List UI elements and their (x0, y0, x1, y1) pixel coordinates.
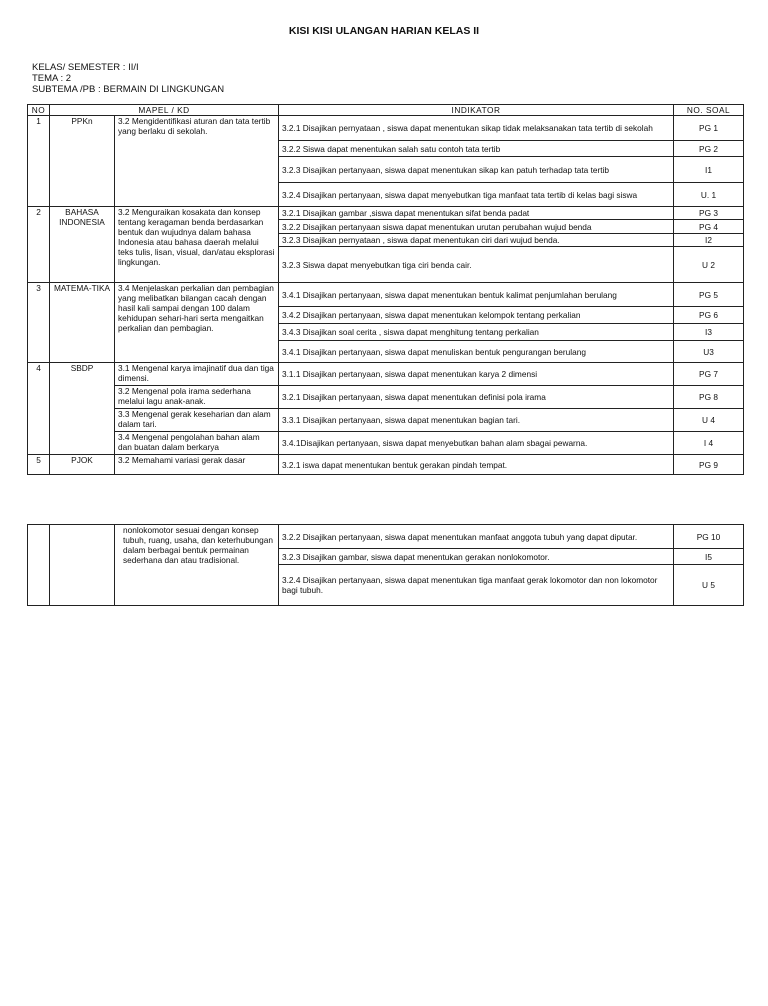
table-row (28, 207, 744, 220)
tema: TEMA : 2 (32, 73, 72, 84)
soal-cell: PG 9 (674, 455, 744, 475)
header-no: NO (28, 105, 50, 116)
kd-text: 3.4 Menjelaskan perkalian dan pembagian yang melibatkan bilangan cacah dengan hasil kali sampai dengan 100 dalam kehidupan sehari-hari serta mengaitkan perkalian dan pembagian. (115, 283, 279, 363)
subject-name: SBDP (50, 363, 115, 455)
indikator-cell: 3.2.2 Siswa dapat menentukan salah satu contoh tata tertib (279, 141, 674, 157)
subject-name: BAHASA INDONESIA (50, 207, 115, 283)
soal-cell: U 5 (674, 565, 744, 606)
table-row (28, 455, 744, 475)
header-soal: NO. SOAL (674, 105, 744, 116)
soal-cell: I1 (674, 157, 744, 183)
indikator-cell: 3.2.3 Disajikan pertanyaan, siswa dapat menentukan sikap kan patuh terhadap tata tertib (279, 157, 674, 183)
kd-text: 3.2 Menguraikan kosakata dan konsep tentang keragaman benda berdasarkan bentuk dan wujudnya dalam bahasa Indonesia atau bahasa daerah melalui teks tulis, lisan, visual, dan/atau eksplorasi lingkungan. (115, 207, 279, 283)
indikator-cell: 3.4.1Disajikan pertanyaan, siswa dapat menyebutkan bahan alam sbagai pewarna. (279, 432, 674, 455)
soal-cell: I2 (674, 234, 744, 247)
table-row (28, 525, 744, 549)
indikator-cell: 3.4.1 Disajikan pertanyaan, siswa dapat menentukan bentuk kalimat penjumlahan berulang (279, 283, 674, 307)
table-row (28, 116, 744, 141)
soal-cell: PG 6 (674, 307, 744, 324)
soal-cell: U3 (674, 341, 744, 363)
subject-name (50, 525, 115, 606)
indikator-cell: 3.2.2 Disajikan pertanyaan, siswa dapat menentukan manfaat anggota tubuh yang dapat diputar. (279, 525, 674, 549)
kd-text: 3.4 Mengenal pengolahan bahan alam dan buatan dalam berkarya (115, 432, 279, 455)
kd-text: 3.1 Mengenal karya imajinatif dua dan tiga dimensi. (115, 363, 279, 386)
row-number (28, 525, 50, 606)
soal-cell: U. 1 (674, 183, 744, 207)
row-number: 5 (28, 455, 50, 475)
indikator-cell: 3.2.3 Siswa dapat menyebutkan tiga ciri benda cair. (279, 247, 674, 283)
soal-cell: U 2 (674, 247, 744, 283)
soal-cell: PG 1 (674, 116, 744, 141)
soal-cell: U 4 (674, 409, 744, 432)
soal-cell: PG 8 (674, 386, 744, 409)
soal-cell: PG 2 (674, 141, 744, 157)
subject-name: PJOK (50, 455, 115, 475)
indikator-cell: 3.2.4 Disajikan pertanyaan, siswa dapat menyebutkan tiga manfaat tata tertib di kelas bagi siswa (279, 183, 674, 207)
soal-cell: PG 3 (674, 207, 744, 220)
table-row (28, 386, 744, 409)
kd-text: 3.2 Mengenal pola irama sederhana melalui lagu anak-anak. (115, 386, 279, 409)
page-title: KISI KISI ULANGAN HARIAN KELAS II (288, 25, 480, 37)
header-indikator: INDIKATOR (279, 105, 674, 116)
indikator-cell: 3.2.1 Disajikan gambar ,siswa dapat menentukan sifat benda padat (279, 207, 674, 220)
indikator-cell: 3.2.3 Disajikan gambar, siswa dapat menentukan gerakan nonlokomotor. (279, 549, 674, 565)
subject-name: PPKn (50, 116, 115, 207)
table-header-row (28, 105, 744, 116)
row-number: 4 (28, 363, 50, 455)
indikator-cell: 3.4.2 Disajikan pertanyaan, siswa dapat menentukan kelompok tentang perkalian (279, 307, 674, 324)
kd-text: 3.2 Mengidentifikasi aturan dan tata tertib yang berlaku di sekolah. (115, 116, 279, 207)
soal-cell: PG 5 (674, 283, 744, 307)
indikator-cell: 3.2.1 iswa dapat menentukan bentuk gerakan pindah tempat. (279, 455, 674, 475)
soal-cell: PG 7 (674, 363, 744, 386)
row-number: 1 (28, 116, 50, 207)
indikator-cell: 3.1.1 Disajikan pertanyaan, siswa dapat menentukan karya 2 dimensi (279, 363, 674, 386)
table-row (28, 283, 744, 307)
kd-text: nonlokomotor sesuai dengan konsep tubuh, ruang, usaha, dan keterhubungan dalam berbagai bentuk permainan sederhana dan atau tradisional. (115, 525, 279, 606)
soal-cell: PG 10 (674, 525, 744, 549)
table-row (28, 409, 744, 432)
kisi-table-continued (27, 524, 744, 606)
table-row (28, 363, 744, 386)
header-mapel: MAPEL / KD (50, 105, 279, 116)
row-number: 3 (28, 283, 50, 363)
indikator-cell: 3.2.3 Disajikan pernyataan , siswa dapat menentukan ciri dari wujud benda. (279, 234, 674, 247)
soal-cell: PG 4 (674, 220, 744, 234)
row-number: 2 (28, 207, 50, 283)
indikator-cell: 3.4.3 Disajikan soal cerita , siswa dapat menghitung tentang perkalian (279, 324, 674, 341)
kd-text: 3.2 Memahami variasi gerak dasar (115, 455, 279, 475)
soal-cell: I 4 (674, 432, 744, 455)
kisi-table (27, 104, 744, 475)
kelas-semester: KELAS/ SEMESTER : II/I (32, 62, 139, 73)
indikator-cell: 3.3.1 Disajikan pertanyaan, siswa dapat menentukan bagian tari. (279, 409, 674, 432)
indikator-cell: 3.4.1 Disajikan pertanyaan, siswa dapat menuliskan bentuk pengurangan berulang (279, 341, 674, 363)
soal-cell: I3 (674, 324, 744, 341)
soal-cell: I5 (674, 549, 744, 565)
subtema: SUBTEMA /PB : BERMAIN DI LINGKUNGAN (32, 84, 225, 95)
indikator-cell: 3.2.4 Disajikan pertanyaan, siswa dapat menentukan tiga manfaat gerak lokomotor dan non lokomotor bagi tubuh. (279, 565, 674, 606)
subject-name: MATEMA-TIKA (50, 283, 115, 363)
table-row (28, 432, 744, 455)
indikator-cell: 3.2.2 Disajikan pertanyaan siswa dapat menentukan urutan perubahan wujud benda (279, 220, 674, 234)
kd-text: 3.3 Mengenal gerak keseharian dan alam dalam tari. (115, 409, 279, 432)
indikator-cell: 3.2.1 Disajikan pernyataan , siswa dapat menentukan sikap tidak melaksanakan tata tertib di sekolah (279, 116, 674, 141)
indikator-cell: 3.2.1 Disajikan pertanyaan, siswa dapat menentukan definisi pola irama (279, 386, 674, 409)
